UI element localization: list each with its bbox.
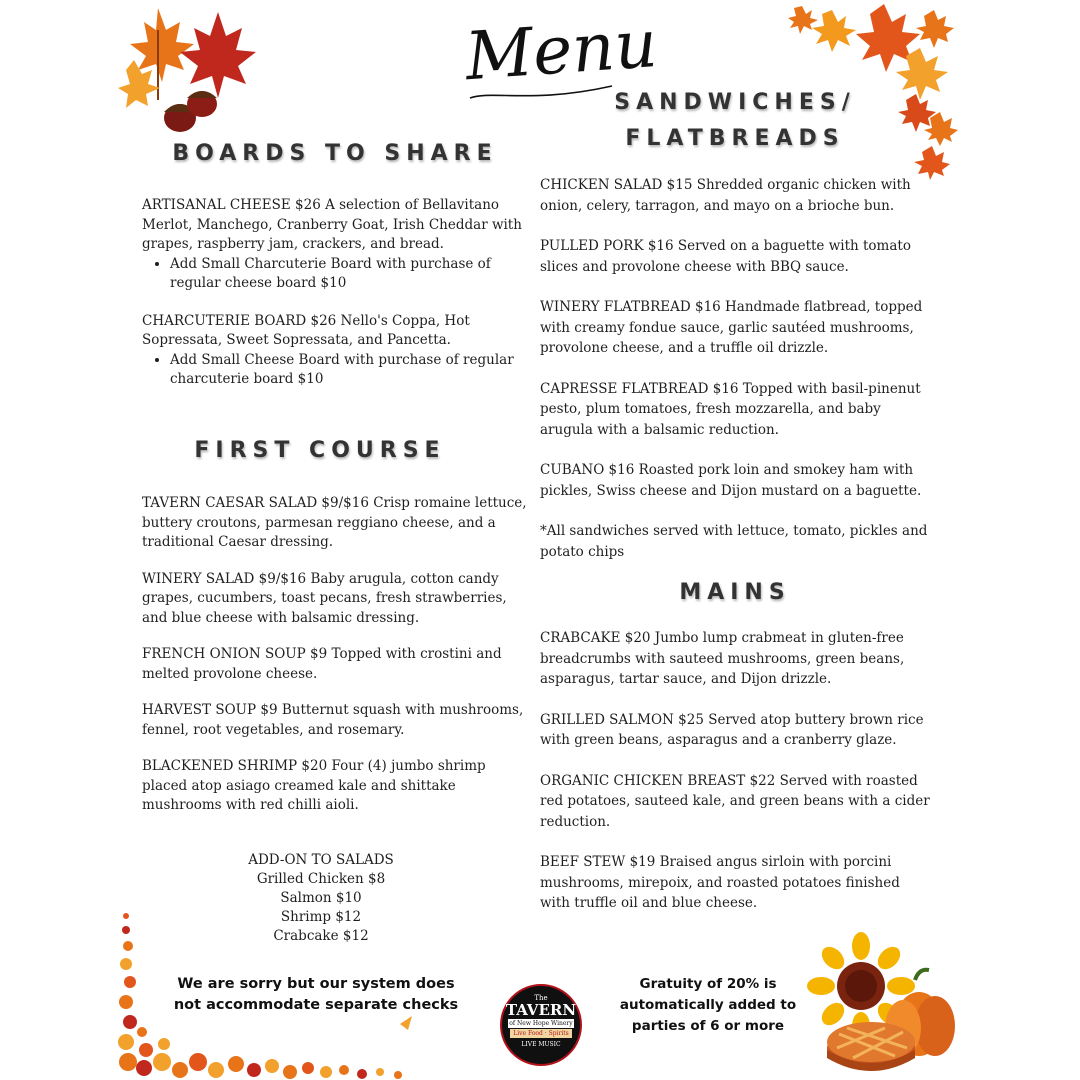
menu-item-addon: • Add Small Charcuterie Board with purchase of regular cheese board $10 [170, 255, 527, 294]
maple-leaf-icon [118, 60, 160, 108]
logo-tagline: Live Food · Spirits [510, 1029, 572, 1038]
sandwiches-title-line1: SANDWICHES/ [614, 90, 856, 115]
separate-checks-note: We are sorry but our system does not accommodate separate checks [173, 976, 459, 1013]
menu-item: WINERY FLATBREAD $16 Handmade flatbread, topped with creamy fondue sauce, garlic sautéed mushrooms, provolone cheese, and a truffle oil drizzle. [540, 299, 923, 356]
boards-section-title: BOARDS TO SHARE [172, 141, 498, 166]
maple-leaf-icon [916, 10, 954, 48]
menu-item: CUBANO $16 Roasted pork loin and smokey ham with pickles, Swiss cheese and Dijon mustard on a baguette. [540, 462, 922, 499]
menu-script-text: Menu [462, 5, 660, 96]
salad-addons-title: ADD-ON TO SALADS [248, 852, 394, 868]
menu-item: CRABCAKE $20 Jumbo lump crabmeat in gluten-free breadcrumbs with sauteed mushrooms, green beans, asparagus, tartar sauce, and Dijon drizzle. [540, 630, 905, 687]
menu-item: FRENCH ONION SOUP $9 Topped with crostini and melted provolone cheese. [142, 646, 502, 682]
mains-list [540, 628, 930, 914]
addon-item: Shrimp $12 [280, 909, 362, 925]
menu-item: CHICKEN SALAD $15 Shredded organic chicken with onion, celery, tarragon, and mayo on a brioche bun. [540, 177, 911, 214]
sandwiches-list [540, 175, 930, 562]
pie-icon [827, 1022, 915, 1071]
maple-leaf-icon [812, 10, 856, 52]
sandwiches-title-line2: FLATBREADS [625, 126, 845, 151]
menu-item [142, 196, 527, 294]
menu-item: TAVERN CAESAR SALAD $9/$16 Crisp romaine lettuce, buttery croutons, parmesan reggiano cheese, and a traditional Caesar dressing. [142, 495, 527, 550]
menu-item: WINERY SALAD $9/$16 Baby arugula, cotton candy grapes, cucumbers, toast pecans, fresh strawberries, and blue cheese with balsamic dressing. [142, 570, 507, 626]
gratuity-note: Gratuity of 20% is automatically added to parties of 6 or more [619, 976, 797, 1034]
boards-list [142, 196, 527, 390]
sandwiches-section-title [585, 86, 885, 156]
menu-item: BEEF STEW $19 Braised angus sirloin with porcini mushrooms, mirepoix, and roasted potatoes finished with truffle oil and blue cheese. [540, 854, 900, 911]
logo-small-text: The [534, 994, 548, 1002]
maple-leaf-icon [180, 12, 256, 98]
sandwich-footnote: *All sandwiches served with lettuce, tomato, pickles and potato chips [540, 523, 928, 560]
harvest-illustration [815, 938, 960, 1080]
addon-item: Crabcake $12 [273, 928, 369, 944]
menu-item: CAPRESSE FLATBREAD $16 Topped with basil-pinenut pesto, plum tomatoes, fresh mozzarella, and baby arugula with a balsamic reduction. [540, 380, 921, 438]
menu-item-text: ARTISANAL CHEESE $26 A selection of Bellavitano Merlot, Manchego, Cranberry Goat, Irish Cheddar with grapes, raspberry jam, crackers, and bread. [142, 197, 522, 252]
tavern-logo [500, 984, 582, 1066]
maple-leaf-icon [788, 6, 818, 34]
logo-live-music: LIVE MUSIC [521, 1041, 561, 1048]
menu-item: HARVEST SOUP $9 Butternut squash with mushrooms, fennel, root vegetables, and rosemary. [142, 702, 524, 738]
logo-subtitle: of New Hope Winery [509, 1020, 573, 1027]
first-course-list [142, 494, 527, 816]
acorn-icon [164, 91, 217, 132]
menu-item: ORGANIC CHICKEN BREAST $22 Served with roasted red potatoes, sauteed kale, and green beans with a cider reduction. [540, 772, 930, 830]
mains-section-title: MAINS [679, 580, 791, 605]
menu-item: PULLED PORK $16 Served on a baguette with tomato slices and provolone cheese with BBQ sauce. [540, 238, 911, 275]
maple-leaf-cluster-top-left [118, 0, 263, 140]
menu-item-addon: • Add Small Cheese Board with purchase of regular charcuterie board $10 [170, 351, 527, 390]
menu-item: GRILLED SALMON $25 Served atop buttery brown rice with green beans, asparagus and a cranberry glaze. [540, 711, 924, 748]
menu-item: BLACKENED SHRIMP $20 Four (4) jumbo shrimp placed atop asiago creamed kale and shittake mushrooms with red chilli aioli. [142, 758, 486, 813]
maple-leaf-icon [898, 94, 936, 132]
addon-item: Grilled Chicken $8 [256, 871, 386, 887]
menu-item-text: CHARCUTERIE BOARD $26 Nello's Coppa, Hot Sopressata, Sweet Sopressata, and Pancetta. [142, 312, 470, 348]
menu-item [142, 312, 527, 390]
first-course-section-title: FIRST COURSE [194, 438, 446, 463]
addon-item: Salmon $10 [280, 890, 362, 906]
logo-name: TAVERN [505, 1001, 577, 1019]
